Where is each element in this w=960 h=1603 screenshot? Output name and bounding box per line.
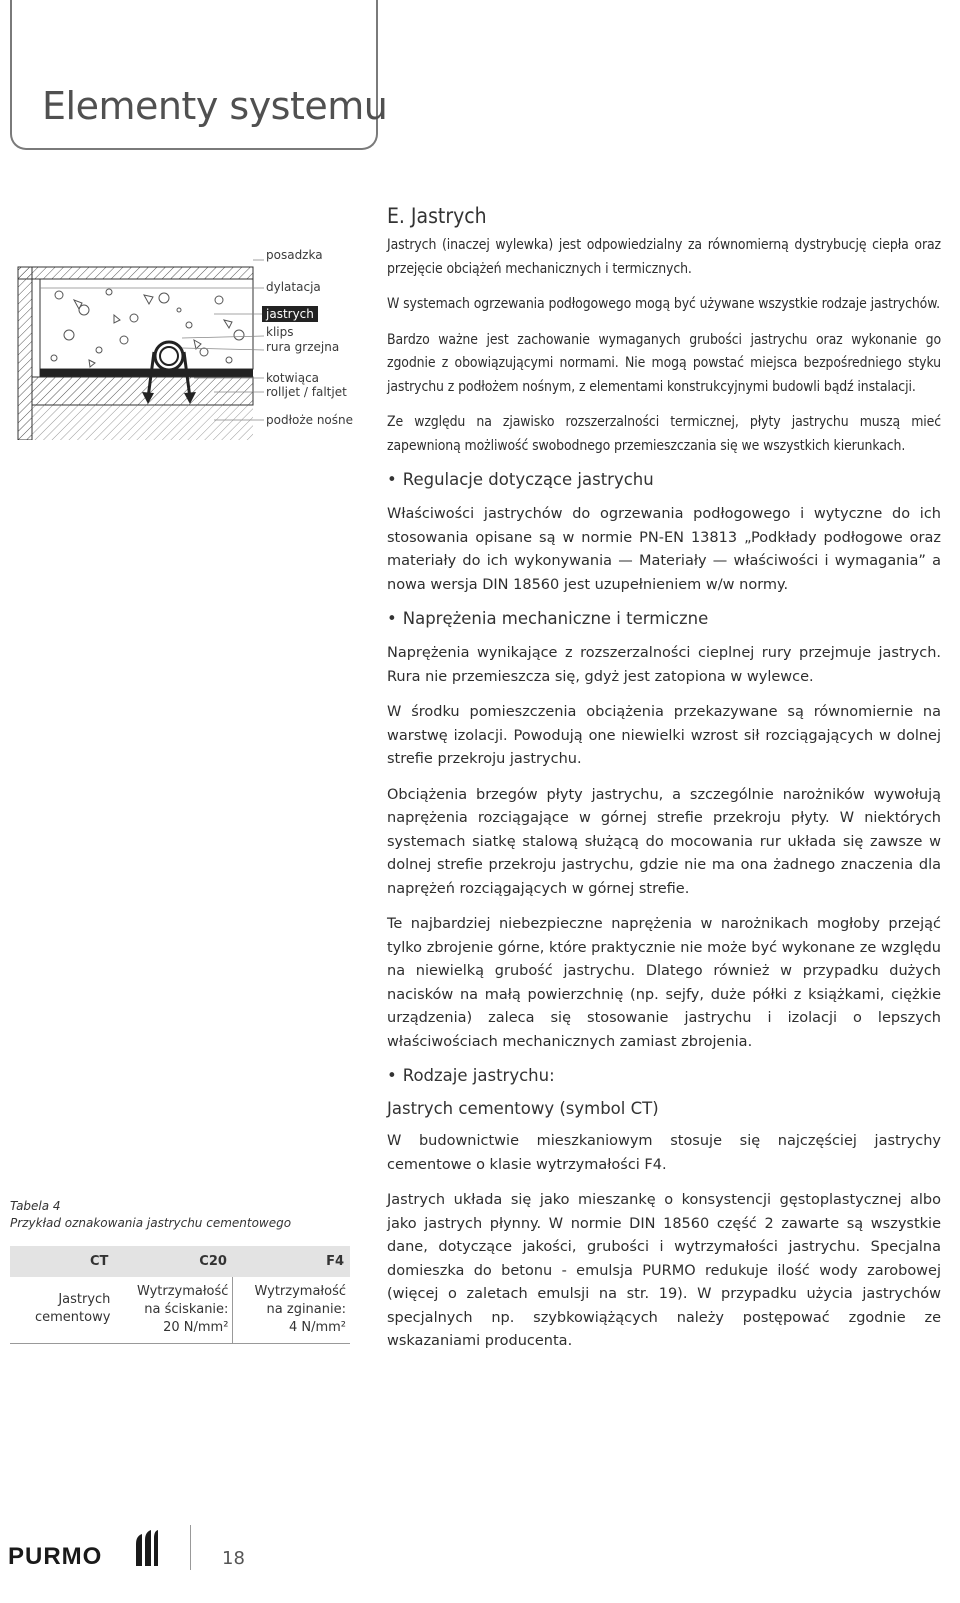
page-number: 18 bbox=[222, 1548, 245, 1569]
subheading-jastrych-cementowy: Jastrych cementowy (symbol CT) bbox=[387, 1099, 659, 1118]
label-kotwiaca: kotwiąca bbox=[266, 371, 320, 385]
main-column bbox=[387, 204, 941, 1366]
bullet-icon: • bbox=[387, 470, 397, 489]
paragraph: Bardzo ważne jest zachowanie wymaganych grubości jastrychu oraz wykonanie go zgodnie z obowiązującymi normami. Nie mogą powstać miejsca bezpośredniego styku jastrychu z podłożem nośnym, z elementami konstrukcyjnymi budowli bądź instalacji. bbox=[387, 331, 941, 395]
paragraph: W budownictwie mieszkaniowym stosuje się najczęściej jastrychy cementowe o klasie wytrzymałości F4. bbox=[387, 1133, 941, 1173]
paragraph: Ze względu na zjawisko rozszerzalności termicznej, płyty jastrychu muszą mieć zapewnioną możliwość swobodnego przemieszczania się we wszystkich kierunkach. bbox=[387, 414, 941, 454]
paragraph: Właściwości jastrychów do ogrzewania podłogowego i wytyczne do ich stosowania opisane są w normie PN-EN 13813 „Podkłady podłogowe oraz materiały do ich wykonywania — Materiały — właściwości i wymagania” a nowa wersja DIN 18560 jest uzupełnieniem w/w normy. bbox=[387, 506, 941, 593]
subheading-rodzaje: • Rodzaje jastrychu: bbox=[387, 1066, 555, 1085]
header-f4: F4 bbox=[233, 1246, 350, 1277]
cell-flexural: Wytrzymałość na zginanie: 4 N/mm² bbox=[254, 1284, 346, 1335]
table-row bbox=[10, 1277, 350, 1344]
paragraph: Jastrych (inaczej wylewka) jest odpowiedzialny za równomierną dystrybucję ciepła oraz przejęcie obciążeń mechanicznych i termicznych. bbox=[387, 237, 941, 277]
label-rolljet-faltjet: rolljet / faltjet bbox=[266, 385, 347, 399]
label-podloze-nosne: podłoże nośne bbox=[266, 413, 354, 427]
subheading-naprezenia: • Naprężenia mechaniczne i termiczne bbox=[387, 609, 709, 628]
label-posadzka: posadzka bbox=[266, 248, 323, 262]
label-jastrych: jastrych bbox=[262, 306, 318, 322]
section-heading: E. Jastrych bbox=[387, 204, 487, 228]
purmo-logo bbox=[8, 1530, 158, 1574]
marking-table bbox=[10, 1246, 350, 1344]
label-dylatacja: dylatacja bbox=[266, 280, 321, 294]
table-caption: Przykład oznakowania jastrychu cementowego bbox=[10, 1216, 292, 1230]
header-c20: C20 bbox=[114, 1246, 233, 1277]
label-klips: klips bbox=[266, 325, 294, 339]
subheading-regulacje: • Regulacje dotyczące jastrychu bbox=[387, 470, 654, 489]
bullet-icon: • bbox=[387, 1066, 397, 1085]
paragraph: Obciążenia brzegów płyty jastrychu, a szczególnie narożników wywołują naprężenia rozciągające w górnej strefie przekroju płyty. W niektórych systemach siatkę stalową służącą do mocowania rur układa się zawsze w dolnej strefie przekroju jastrychu, gdzie nie ma ona żadnego znaczenia dla naprężeń rozciągających w górnej strefie. bbox=[387, 786, 941, 897]
paragraph: Jastrych układa się jako mieszankę o konsystencji gęstoplastycznej albo jako jastrych płynny. W normie DIN 18560 część 2 zawarte są wszystkie dane, dotyczące jakości, grubości i wytrzymałości jastrychu. Specjalna domieszka do betonu - emulsja PURMO redukuje ilość wody zarobowej (więcej o zaletach emulsji na str. 19). W przypadku użycia jastrychów specjalnych np. szybkowiążących należy postępować zgodnie ze wskazaniami producenta. bbox=[387, 1192, 941, 1349]
cell-type: Jastrych cementowy bbox=[34, 1292, 111, 1325]
label-rura-grzejna: rura grzejna bbox=[266, 340, 340, 354]
bullet-icon: • bbox=[387, 609, 397, 628]
paragraph: Naprężenia wynikające z rozszerzalności cieplnej rury przejmuje jastrych. Rura nie przemieszcza się, gdyż jest zatopiona w wylewce. bbox=[387, 645, 941, 685]
footer-divider bbox=[190, 1525, 191, 1570]
cell-compressive: Wytrzymałość na ściskanie: 20 N/mm² bbox=[114, 1277, 233, 1344]
table-label: Tabela 4 bbox=[10, 1199, 61, 1213]
paragraph: Te najbardziej niebezpieczne naprężenia w narożnikach mogłoby przejąć tylko zbrojenie górne, które praktycznie nie może być wykonane ze względu na niewielką grubość jastrychu. Dlatego również w przypadku dużych nacisków na małą powierzchnię (np. sejfy, duże półki z książkami, ciężkie urządzenia) zaleca się stosowanie jastrychu i izolacji o lepszych właściwościach mechanicznych zamiast zbrojenia. bbox=[387, 916, 941, 1050]
svg-text:PURMO: PURMO bbox=[8, 1543, 103, 1570]
header-ct: CT bbox=[10, 1246, 114, 1277]
table-header-row bbox=[10, 1246, 350, 1277]
page-title: Elementy systemu bbox=[42, 84, 388, 128]
paragraph: W środku pomieszczenia obciążenia przekazywane są równomiernie na warstwę izolacji. Powodują one niewielki wzrost sił rozciągających w dolnej strefie przekroju jastrychu. bbox=[387, 704, 941, 767]
table-block bbox=[10, 1198, 350, 1344]
paragraph: W systemach ogrzewania podłogowego mogą być używane wszystkie rodzaje jastrychów. bbox=[387, 296, 940, 312]
logo-graphic bbox=[8, 1530, 158, 1570]
screed-cross-section-diagram bbox=[14, 240, 359, 440]
